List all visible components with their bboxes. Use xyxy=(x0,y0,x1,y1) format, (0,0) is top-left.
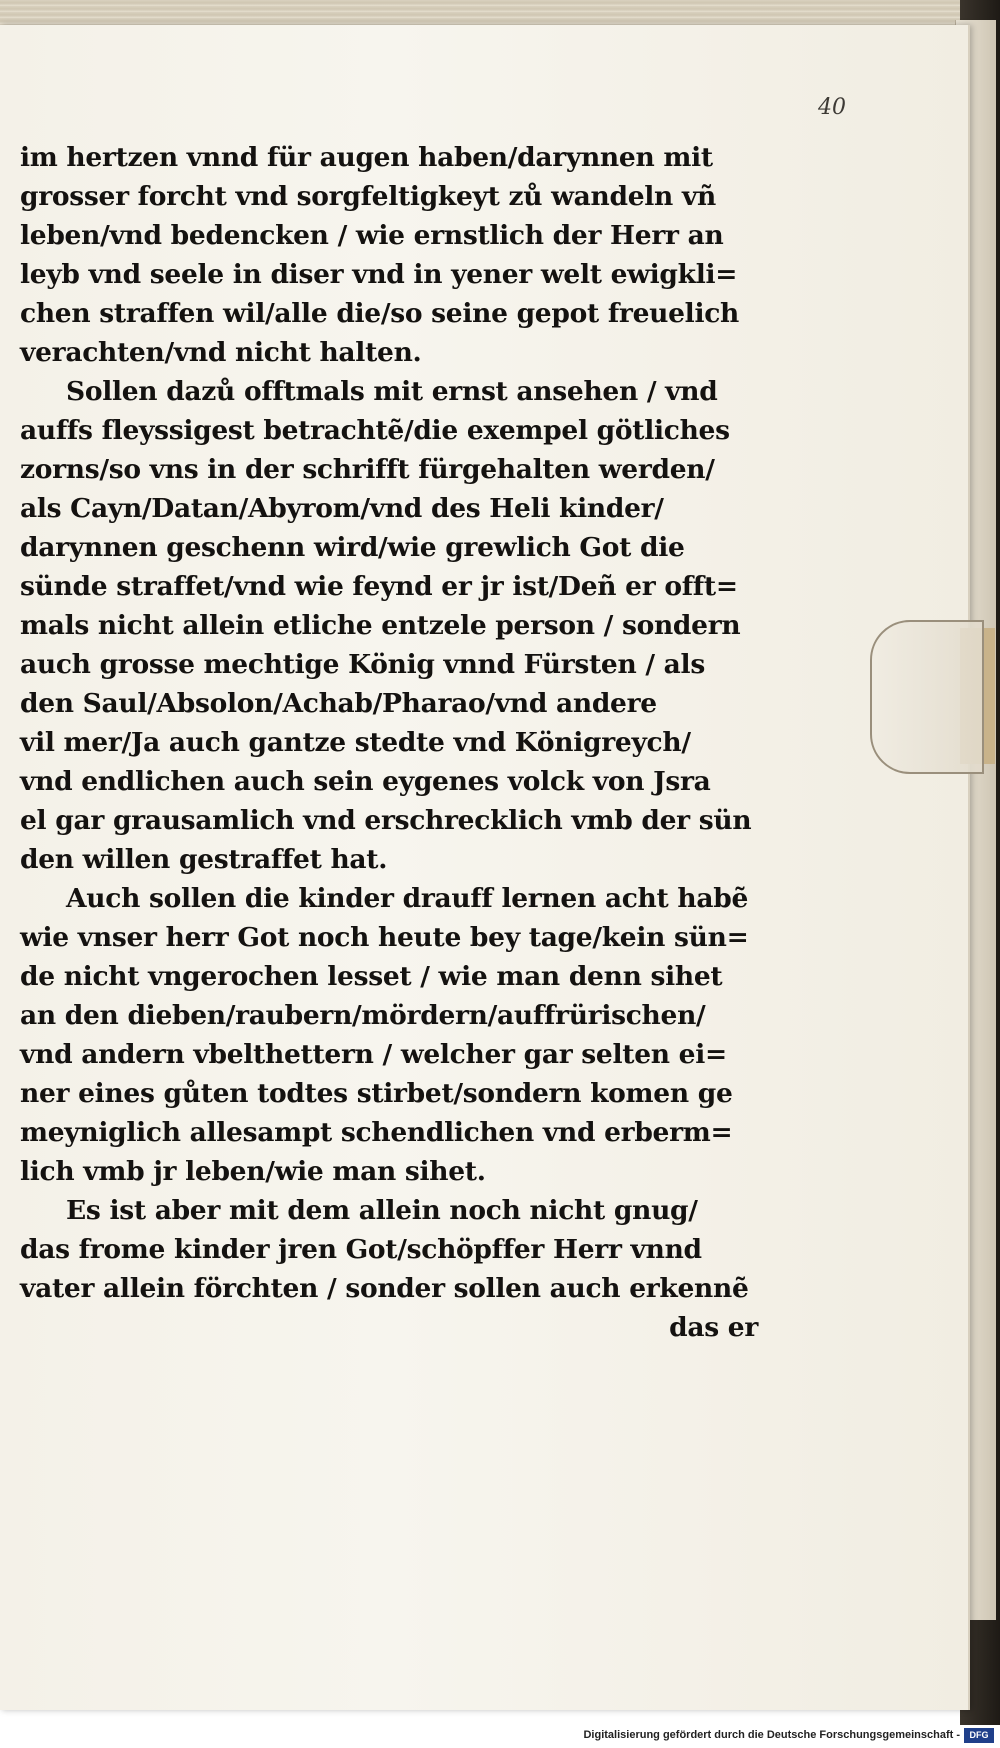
text-line: lich vmb jr leben/wie man sihet. xyxy=(20,1156,486,1187)
text-line: vater allein förchten / sonder sollen auch erkennẽ xyxy=(20,1273,749,1304)
text-line: sünde straffet/vnd wie feynd er jr ist/Deñ er offt= xyxy=(20,571,738,602)
text-line: Auch sollen die kinder drauff lernen acht habẽ xyxy=(66,883,749,914)
text-line: vnd andern vbelthettern / welcher gar selten ei= xyxy=(20,1039,727,1070)
catchword: das er xyxy=(669,1312,758,1343)
footer xyxy=(0,1725,1000,1748)
text-line: grosser forcht vnd sorgfeltigkeyt zů wandeln vñ xyxy=(20,181,717,212)
text-line: Sollen dazů offtmals mit ernst ansehen / vnd xyxy=(66,376,718,407)
text-line: auch grosse mechtige König vnnd Fürsten / als xyxy=(20,649,705,680)
text-line: ner eines gůten todtes stirbet/sondern komen ge xyxy=(20,1078,733,1109)
text-line: meyniglich allesampt schendlichen vnd erberm= xyxy=(20,1117,733,1148)
page-number: 40 xyxy=(818,95,846,120)
text-line: an den dieben/raubern/mördern/auffrürischen/ xyxy=(20,1000,706,1031)
dfg-logo-icon: DFG xyxy=(964,1728,994,1743)
text-line: als Cayn/Datan/Abyrom/vnd des Heli kinder/ xyxy=(20,493,664,524)
text-line: wie vnser herr Got noch heute bey tage/kein sün= xyxy=(20,922,749,953)
text-line: den Saul/Absolon/Achab/Pharao/vnd andere xyxy=(20,688,657,719)
bookmark-tab xyxy=(870,620,984,774)
text-line: vil mer/Ja auch gantze stedte vnd Königreych/ xyxy=(20,727,691,758)
text-line: auffs fleyssigest betrachtẽ/die exempel götliches xyxy=(20,415,730,446)
text-line: den willen gestraffet hat. xyxy=(20,844,388,875)
text-line: chen straffen wil/alle die/so seine gepot freuelich xyxy=(20,298,740,329)
text-line: vnd endlichen auch sein eygenes volck von Jsra xyxy=(20,766,711,797)
text-line: Es ist aber mit dem allein noch nicht gnug/ xyxy=(66,1195,698,1226)
text-line: das frome kinder jren Got/schöpffer Herr vnnd xyxy=(20,1234,702,1265)
text-block xyxy=(20,138,760,1347)
footer-credit: Digitalisierung gefördert durch die Deutsche Forschungsgemeinschaft - xyxy=(583,1729,960,1741)
text-line: zorns/so vns in der schrifft fürgehalten werden/ xyxy=(20,454,715,485)
text-line: leyb vnd seele in diser vnd in yener welt ewigkli= xyxy=(20,259,738,290)
text-line: mals nicht allein etliche entzele person / sondern xyxy=(20,610,741,641)
text-line: leben/vnd bedencken / wie ernstlich der Herr an xyxy=(20,220,724,251)
text-line: de nicht vngerochen lesset / wie man denn sihet xyxy=(20,961,723,992)
text-line: el gar grausamlich vnd erschrecklich vmb der sün xyxy=(20,805,752,836)
text-line: im hertzen vnnd für augen haben/darynnen mit xyxy=(20,142,713,173)
text-line: darynnen geschenn wird/wie grewlich Got die xyxy=(20,532,685,563)
text-line: verachten/vnd nicht halten. xyxy=(20,337,422,368)
